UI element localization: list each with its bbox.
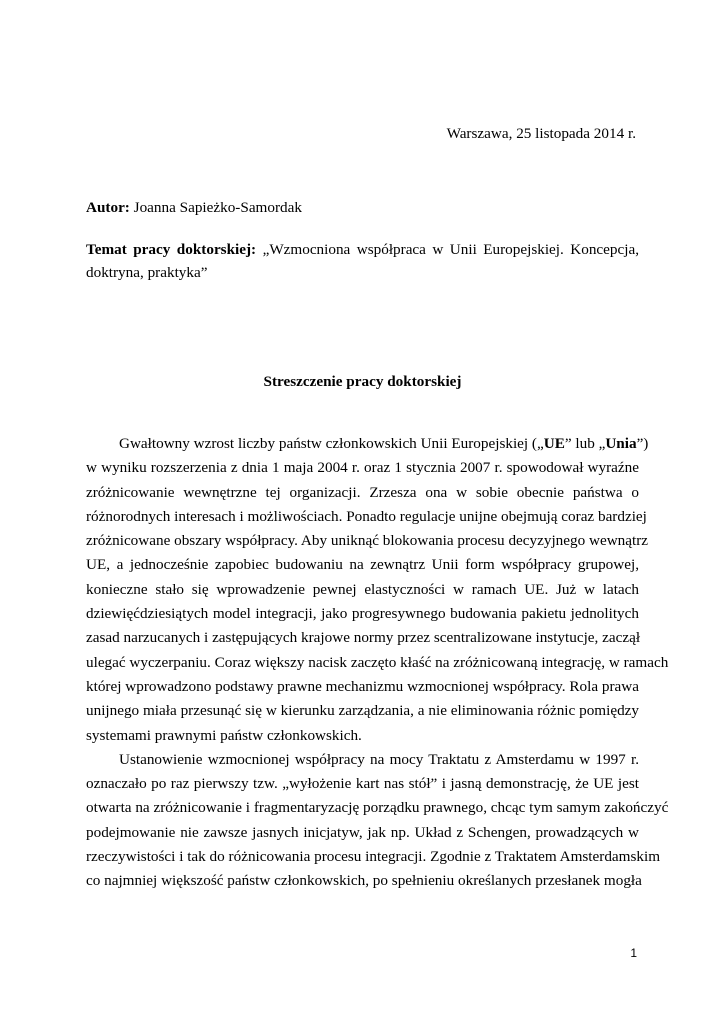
paragraph-1-line: zróżnicowanie wewnętrzne tej organizacji. Zrzesza ona w sobie obecnie państwa o bbox=[86, 483, 639, 501]
paragraph-2-line: Ustanowienie wzmocnionej współpracy na mocy Traktatu z Amsterdamu w 1997 r. bbox=[119, 750, 639, 768]
thesis-topic-line-1 bbox=[86, 238, 639, 261]
paragraph-1-line: unijnego miała przesunąć się w kierunku zarządzania, a nie eliminowania różnic pomiędzy bbox=[86, 702, 639, 720]
paragraph-1-line: UE, a jednocześnie zapobiec budowaniu na zewnątrz Unii form współpracy grupowej, bbox=[86, 556, 639, 574]
author-name: Joanna Sapieżko-Samordak bbox=[133, 199, 302, 216]
paragraph-1-line: której wprowadzono podstawy prawne mechanizmu wzmocnionej współpracy. Rola prawa bbox=[86, 677, 639, 695]
paragraph-2-line: otwarta na zróżnicowanie i fragmentaryzację porządku prawnego, chcąc tym samym zakończyć bbox=[86, 799, 669, 817]
paragraph-1-line: zróżnicowane obszary współpracy. Aby uniknąć blokowania procesu decyzyjnego wewnątrz bbox=[86, 532, 649, 550]
paragraph-1-line: ulegać wyczerpaniu. Coraz większy nacisk zaczęto kłaść na zróżnicowaną integrację, w ramach bbox=[86, 653, 669, 671]
paragraph-1-line: dziewięćdziesiątych model integracji, jako progresywnego budowania pakietu jednolitych bbox=[86, 605, 639, 623]
paragraph-2-line: podejmowanie nie zawsze jasnych inicjatyw, jak np. Układ z Schengen, prowadzących w bbox=[86, 823, 639, 841]
abbr-unia: Unia bbox=[605, 435, 637, 452]
paragraph-1-line bbox=[86, 432, 649, 456]
topic-label: Temat pracy doktorskiej: bbox=[86, 241, 257, 258]
topic-title-part-1: „Wzmocniona współpraca w Unii Europejskiej. Koncepcja, bbox=[262, 241, 640, 258]
topic-title-part-2: doktryna, praktyka” bbox=[86, 264, 208, 281]
section-heading: Streszczenie pracy doktorskiej bbox=[263, 373, 462, 390]
paragraph-2-line: oznaczało po raz pierwszy tzw. „wyłożenie kart nas stół” i jasną demonstrację, że UE jest bbox=[86, 775, 639, 793]
text-run: ” lub „ bbox=[564, 435, 606, 452]
author-line bbox=[86, 198, 302, 218]
thesis-topic bbox=[86, 238, 639, 284]
paragraph-1-line: systemami prawnymi państw członkowskich. bbox=[86, 726, 362, 744]
abbr-ue: UE bbox=[543, 435, 565, 452]
paragraph-2-line: rzeczywistości i tak do różnicowania procesu integracji. Zgodnie z Traktatem Amsterdamskim bbox=[86, 848, 661, 866]
text-run: Gwałtowny wzrost liczby państw członkowskich Unii Europejskiej („ bbox=[119, 435, 544, 452]
paragraph-2-line: co najmniej większość państw członkowskich, po spełnieniu określanych przesłanek mogła bbox=[86, 872, 642, 890]
text-run: ”) bbox=[636, 435, 649, 452]
paragraph-1-line: zasad narzucanych i zastępujących krajowe normy przez scentralizowane instytucje, zaczął bbox=[86, 629, 641, 647]
paragraph-1-line: różnorodnych interesach i możliwościach. Ponadto regulacje unijne obejmują coraz bardziej bbox=[86, 507, 647, 525]
paragraph-1-line: konieczne stało się wprowadzenie pewnej elastyczności w ramach UE. Już w latach bbox=[86, 580, 639, 598]
document-date: Warszawa, 25 listopada 2014 r. bbox=[446, 125, 636, 142]
page-number: 1 bbox=[630, 946, 637, 960]
paragraph-1-line: w wyniku rozszerzenia z dnia 1 maja 2004 r. oraz 1 stycznia 2007 r. spowodował wyraźne bbox=[86, 459, 639, 477]
summary-body bbox=[86, 432, 669, 894]
author-label: Autor: bbox=[86, 199, 130, 216]
